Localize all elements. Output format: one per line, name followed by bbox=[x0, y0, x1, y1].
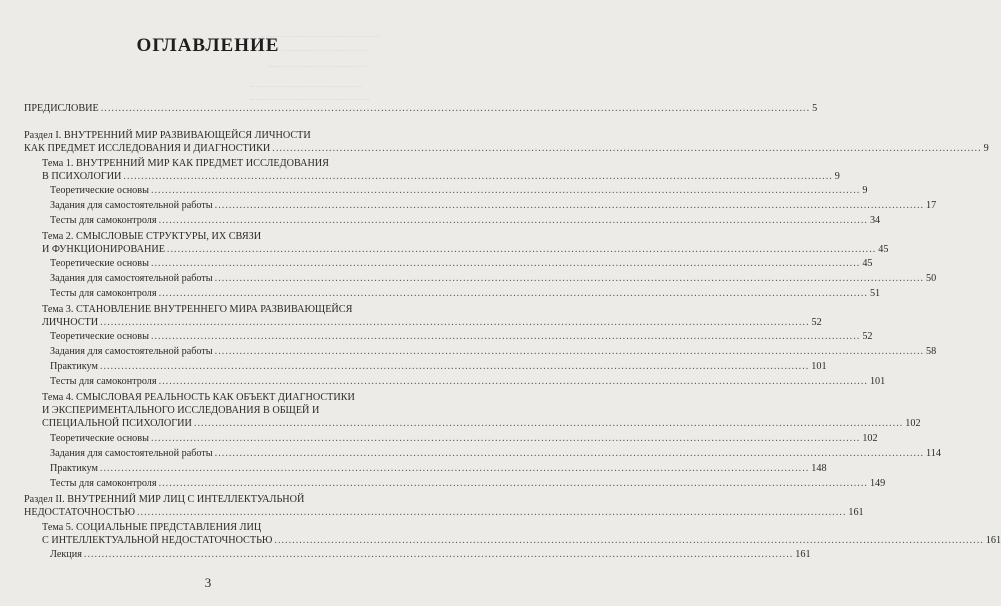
toc-entry bbox=[50, 287, 881, 300]
toc-page-number: 34 bbox=[869, 215, 881, 226]
toc-page-number: 52 bbox=[811, 317, 822, 328]
dot-leader: ........................................................................................................................................................................................................ bbox=[158, 478, 868, 489]
toc-entry-title: Тема 5. СОЦИАЛЬНЫЕ ПРЕДСТАВЛЕНИЯ ЛИЦ bbox=[42, 522, 262, 533]
toc-entry-title: Теоретические основы bbox=[50, 185, 149, 196]
toc-entry-title: С ИНТЕЛЛЕКТУАЛЬНОЙ НЕДОСТАТОЧНОСТЬЮ bbox=[42, 535, 273, 546]
toc-page-number: 45 bbox=[878, 244, 889, 255]
toc-entry-title: Тесты для самоконтроля bbox=[50, 288, 157, 299]
toc-page-number: 9 bbox=[834, 171, 840, 182]
toc-entry bbox=[50, 462, 827, 475]
toc-entry bbox=[50, 272, 937, 285]
bleed-through-text: ………………………………… bbox=[270, 44, 368, 53]
dot-leader: ........................................................................................................................................................................................................ bbox=[150, 258, 861, 269]
toc-entry bbox=[42, 230, 889, 256]
dot-leader: ........................................................................................................................................................................................................ bbox=[193, 418, 904, 429]
toc-entry-title: Раздел I. ВНУТРЕННИЙ МИР РАЗВИВАЮЩЕЙСЯ ЛИЧНОСТИ bbox=[24, 130, 311, 141]
toc-entry-title: Тесты для самоконтроля bbox=[50, 215, 157, 226]
toc-entry bbox=[50, 375, 886, 388]
toc-entry-title: И ФУНКЦИОНИРОВАНИЕ bbox=[42, 244, 165, 255]
toc-page-number: 161 bbox=[985, 535, 1001, 546]
toc-entry-title: Практикум bbox=[50, 361, 98, 372]
toc-entry bbox=[50, 330, 873, 343]
toc-entry-title: Задания для самостоятельной работы bbox=[50, 448, 213, 459]
dot-leader: ........................................................................................................................................................................................................ bbox=[99, 361, 810, 372]
toc-entry bbox=[50, 214, 881, 227]
toc-entry-title: В ПСИХОЛОГИИ bbox=[42, 171, 122, 182]
page-number: 3 bbox=[204, 575, 212, 590]
toc-entry bbox=[50, 184, 868, 197]
toc-entry bbox=[24, 102, 818, 115]
toc-entry-title: Тема 1. ВНУТРЕННИЙ МИР КАК ПРЕДМЕТ ИССЛЕДОВАНИЯ bbox=[42, 158, 329, 169]
toc-entry bbox=[50, 477, 886, 490]
toc-entry-title: Тесты для самоконтроля bbox=[50, 478, 157, 489]
toc-page-number: 9 bbox=[862, 185, 868, 196]
toc-page-number: 52 bbox=[862, 331, 873, 342]
toc-entry bbox=[50, 548, 811, 561]
toc-page-number: 17 bbox=[926, 200, 937, 211]
toc-entry bbox=[50, 360, 827, 373]
dot-leader: ........................................................................................................................................................................................................ bbox=[100, 317, 810, 328]
toc-page-number: 149 bbox=[869, 478, 886, 489]
toc-entry-title: ЛИЧНОСТИ bbox=[42, 317, 99, 328]
toc-page-number: 50 bbox=[926, 273, 937, 284]
toc-page-number: 51 bbox=[869, 288, 881, 299]
toc-page-number: 148 bbox=[811, 463, 827, 474]
toc-entry-title: Задания для самостоятельной работы bbox=[50, 273, 213, 284]
toc-entry-title: НЕДОСТАТОЧНОСТЬЮ bbox=[24, 507, 135, 518]
toc-entry-title: Задания для самостоятельной работы bbox=[50, 346, 213, 357]
dot-leader: ........................................................................................................................................................................................................ bbox=[158, 288, 868, 299]
toc-page-number: 102 bbox=[862, 433, 878, 444]
dot-leader: ........................................................................................................................................................................................................ bbox=[150, 433, 861, 444]
toc-page-number: 102 bbox=[905, 418, 921, 429]
dot-leader: ........................................................................................................................................................................................................ bbox=[214, 448, 925, 459]
toc-entry bbox=[50, 199, 937, 212]
toc-entry bbox=[50, 257, 873, 270]
dot-leader: ........................................................................................................................................................................................................ bbox=[100, 103, 811, 114]
dot-leader: ........................................................................................................................................................................................................ bbox=[150, 331, 861, 342]
toc-entry bbox=[50, 345, 937, 358]
dot-leader: ........................................................................................................................................................................................................ bbox=[214, 273, 925, 284]
dot-leader: ........................................................................................................................................................................................................ bbox=[272, 143, 982, 154]
toc-page-number: 114 bbox=[926, 448, 941, 459]
toc-entry-title: Теоретические основы bbox=[50, 258, 149, 269]
dot-leader: ........................................................................................................................................................................................................ bbox=[274, 535, 984, 546]
toc-entry-title: КАК ПРЕДМЕТ ИССЛЕДОВАНИЯ И ДИАГНОСТИКИ bbox=[24, 143, 271, 154]
toc-entry-title: Тема 3. СТАНОВЛЕНИЕ ВНУТРЕННЕГО МИРА РАЗВИВАЮЩЕЙСЯ bbox=[42, 304, 353, 315]
toc-entry-title: Тема 2. СМЫСЛОВЫЕ СТРУКТУРЫ, ИХ СВЯЗИ bbox=[42, 231, 262, 242]
bleed-through-text: ……………………………………… bbox=[250, 80, 363, 89]
toc-entry-title: Раздел II. ВНУТРЕННИЙ МИР ЛИЦ С ИНТЕЛЛЕКТУАЛЬНОЙ bbox=[24, 494, 305, 505]
dot-leader: ........................................................................................................................................................................................................ bbox=[158, 215, 868, 226]
toc-entry bbox=[50, 432, 878, 445]
bleed-through-text: ………………………………………… bbox=[250, 93, 370, 102]
toc-entry-title: Тесты для самоконтроля bbox=[50, 376, 157, 387]
bleed-through-text: ………………………………… bbox=[268, 60, 366, 69]
toc-entry-title: СПЕЦИАЛЬНОЙ ПСИХОЛОГИИ bbox=[42, 418, 192, 429]
toc-entry-title: И ЭКСПЕРИМЕНТАЛЬНОГО ИССЛЕДОВАНИЯ В ОБЩЕЙ И bbox=[42, 405, 320, 416]
toc-page-number: 101 bbox=[869, 376, 886, 387]
page-title: ОГЛАВЛЕНИЕ bbox=[136, 35, 280, 56]
toc-page-number: 45 bbox=[862, 258, 873, 269]
toc-entry-title: Теоретические основы bbox=[50, 331, 149, 342]
toc-entry-title: Лекция bbox=[50, 549, 82, 560]
toc-entry bbox=[42, 157, 840, 183]
toc-page-number: 101 bbox=[811, 361, 827, 372]
dot-leader: ........................................................................................................................................................................................................ bbox=[214, 200, 925, 211]
toc-entry-title: Задания для самостоятельной работы bbox=[50, 200, 213, 211]
toc-page-number: 5 bbox=[812, 103, 818, 114]
toc-entry bbox=[24, 493, 864, 519]
toc-entry bbox=[42, 391, 921, 430]
toc-entry bbox=[50, 447, 941, 460]
toc-entry bbox=[42, 521, 1001, 547]
toc-page-number: 161 bbox=[795, 549, 811, 560]
toc-entry-title: ПРЕДИСЛОВИЕ bbox=[24, 103, 99, 114]
dot-leader: ........................................................................................................................................................................................................ bbox=[166, 244, 877, 255]
dot-leader: ........................................................................................................................................................................................................ bbox=[158, 376, 868, 387]
bleed-through-text: ………………………………………… bbox=[260, 30, 380, 39]
toc-page-number: 161 bbox=[848, 507, 864, 518]
toc-entry-title: Теоретические основы bbox=[50, 433, 149, 444]
toc-entry bbox=[24, 129, 989, 155]
toc-entry-title: Тема 4. СМЫСЛОВАЯ РЕАЛЬНОСТЬ КАК ОБЪЕКТ ДИАГНОСТИКИ bbox=[42, 392, 355, 403]
toc-page-number: 58 bbox=[926, 346, 937, 357]
dot-leader: ........................................................................................................................................................................................................ bbox=[123, 171, 833, 182]
dot-leader: ........................................................................................................................................................................................................ bbox=[99, 463, 810, 474]
toc-page-number: 9 bbox=[983, 143, 989, 154]
dot-leader: ........................................................................................................................................................................................................ bbox=[214, 346, 925, 357]
toc-entry-title: Практикум bbox=[50, 463, 98, 474]
dot-leader: ........................................................................................................................................................................................................ bbox=[136, 507, 847, 518]
dot-leader: ........................................................................................................................................................................................................ bbox=[150, 185, 861, 196]
toc-entry bbox=[42, 303, 822, 329]
dot-leader: ........................................................................................................................................................................................................ bbox=[83, 549, 794, 560]
